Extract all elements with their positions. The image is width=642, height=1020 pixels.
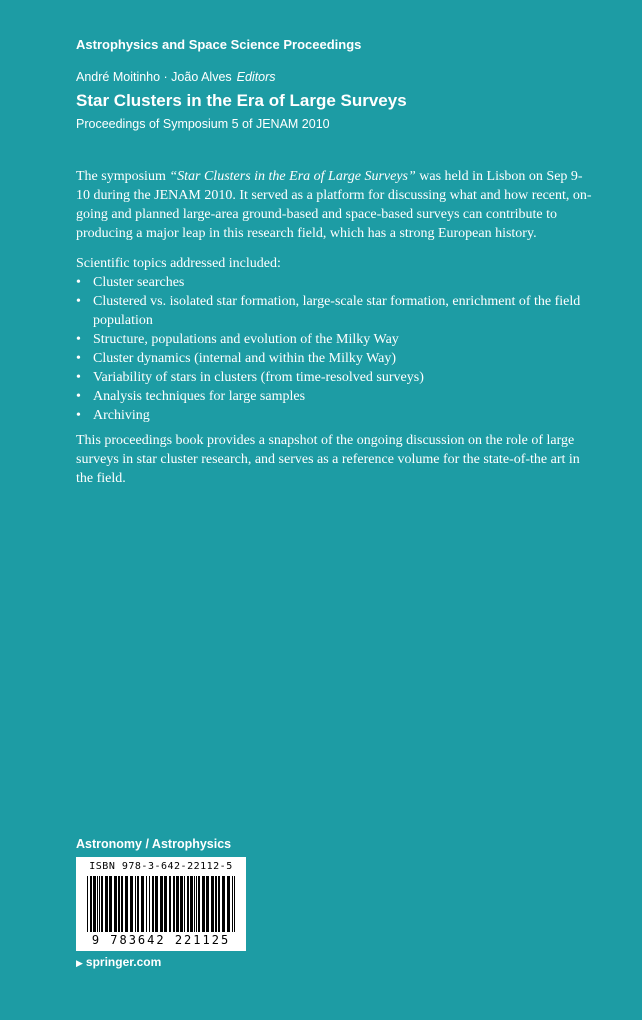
topic-item: • Clustered vs. isolated star formation, large-scale star formation, enrichment of the field population	[76, 292, 596, 330]
barcode	[76, 857, 246, 951]
barcode-bar	[135, 876, 136, 932]
barcode-bar	[90, 876, 92, 932]
barcode-bar	[227, 876, 230, 932]
barcode-bar	[173, 876, 175, 932]
barcode-bar	[194, 876, 195, 932]
editors-line	[76, 70, 276, 84]
editors-role: Editors	[236, 70, 276, 84]
barcode-bar	[137, 876, 139, 932]
barcode-bar	[99, 876, 100, 932]
editor-names: André Moitinho · João Alves	[76, 70, 232, 84]
barcode-bar	[169, 876, 171, 932]
barcode-bar	[109, 876, 112, 932]
publisher-url: springer.com	[85, 955, 162, 969]
barcode-bar	[130, 876, 133, 932]
barcode-bar	[105, 876, 108, 932]
barcode-bar	[114, 876, 117, 932]
topic-item: • Analysis techniques for large samples	[76, 387, 596, 406]
barcode-bar	[198, 876, 200, 932]
barcode-bar	[118, 876, 120, 932]
barcode-bar	[222, 876, 225, 932]
barcode-bar	[160, 876, 163, 932]
barcode-bar	[97, 876, 98, 932]
barcode-bars	[85, 876, 237, 932]
intro-rest: was held in Lisbon on Sep 9-10 during the JENAM 2010. It served as a platform for discussing what and how recent, on-going and planned large-area ground-based and space-based surveys can contribute to producing a major leap in this research field, which has a strong European history.	[76, 169, 592, 241]
barcode-bar	[234, 876, 235, 932]
book-subtitle: Proceedings of Symposium 5 of JENAM 2010	[76, 117, 330, 131]
barcode-bar	[180, 876, 183, 932]
barcode-bar	[196, 876, 197, 932]
barcode-bar	[206, 876, 209, 932]
topic-item: • Cluster dynamics (internal and within the Milky Way)	[76, 349, 596, 368]
topic-item: • Archiving	[76, 406, 596, 425]
topics-list	[76, 273, 596, 425]
barcode-bar	[87, 876, 88, 932]
publisher-link[interactable]	[76, 955, 161, 969]
barcode-bar	[211, 876, 214, 932]
barcode-bar	[125, 876, 128, 932]
topic-item: • Variability of stars in clusters (from time-resolved surveys)	[76, 368, 596, 387]
barcode-bar	[149, 876, 150, 932]
topic-item: • Cluster searches	[76, 273, 596, 292]
isbn-label: ISBN 978-3-642-22112-5	[89, 861, 233, 872]
series-title: Astrophysics and Space Science Proceedings	[76, 37, 362, 52]
topics-heading: Scientific topics addressed included:	[76, 256, 281, 271]
barcode-bar	[232, 876, 233, 932]
book-title: Star Clusters in the Era of Large Surveys	[76, 91, 407, 110]
barcode-bar	[218, 876, 220, 932]
barcode-bar	[215, 876, 217, 932]
topic-item: • Structure, populations and evolution of the Milky Way	[76, 330, 596, 349]
barcode-bar	[121, 876, 123, 932]
arrow-icon: ▶	[76, 958, 83, 968]
barcode-bar	[152, 876, 154, 932]
intro-symposium-title: “Star Clusters in the Era of Large Surveys”	[169, 169, 416, 184]
barcode-bar	[155, 876, 158, 932]
barcode-digits: 9 783642 221125	[91, 933, 231, 947]
barcode-bar	[187, 876, 189, 932]
subject-category: Astronomy / Astrophysics	[76, 837, 232, 851]
intro-paragraph	[76, 167, 596, 243]
barcode-bar	[146, 876, 147, 932]
outro-paragraph: This proceedings book provides a snapshot of the ongoing discussion on the role of large surveys in star cluster research, and serves as a reference volume for the state-of-the art in the field.	[76, 433, 580, 486]
blurb	[76, 167, 596, 488]
barcode-bar	[101, 876, 103, 932]
intro-start: The symposium	[76, 169, 170, 184]
barcode-bar	[202, 876, 205, 932]
barcode-bar	[164, 876, 167, 932]
barcode-bar	[141, 876, 144, 932]
barcode-bar	[93, 876, 96, 932]
barcode-bar	[184, 876, 185, 932]
barcode-bar	[176, 876, 179, 932]
barcode-bar	[190, 876, 193, 932]
